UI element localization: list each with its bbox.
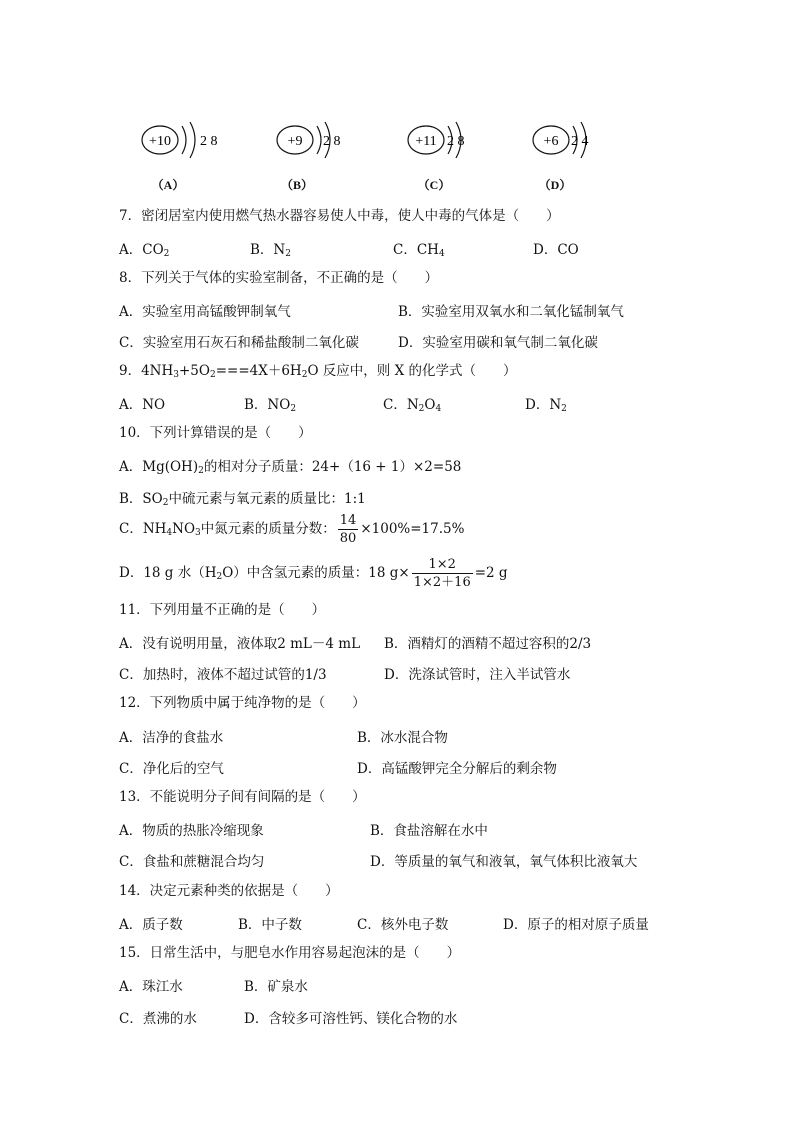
q15-option-a: A．珠江水: [119, 979, 183, 995]
atom-diagram-b-graphic: [265, 118, 375, 178]
q15-option-d: D．含较多可溶性钙、镁化合物的水: [244, 1011, 458, 1027]
atom-label-d: （D）: [538, 178, 572, 192]
atom-diagram-a: [130, 118, 240, 190]
q9-option-c: C．$N_2O_4$: [383, 397, 442, 414]
atom-label-c: （C）: [417, 178, 451, 192]
q9-option-b: B．$NO_2$: [244, 397, 297, 414]
q7-stem: 7．密闭居室内使用燃气热水器容易使人中毒，使人中毒的气体是（ ）: [119, 208, 560, 224]
q8-option-a: A．实验室用高锰酸钾制氧气: [119, 304, 291, 320]
q10-option-a: A．$Mg(OH)_2$的相对分子质量：24+（16 + 1）×2=58: [119, 459, 462, 476]
q14-stem: 14．决定元素种类的依据是（ ）: [119, 883, 339, 899]
q7-option-a: A．$CO_2$: [119, 242, 170, 259]
q8-option-d: D．实验室用碳和氧气制二氧化碳: [398, 335, 598, 351]
atom-diagram-c: [400, 118, 510, 190]
atom-label-b: （B）: [280, 178, 313, 192]
shells-a: 2 8: [200, 134, 218, 149]
q14-option-c: C．核外电子数: [357, 917, 449, 933]
q12-option-a: A．洁净的食盐水: [119, 730, 224, 746]
nucleus-b: +9: [287, 134, 303, 149]
q10-c-fraction: $\frac{14}{80}$: [339, 513, 357, 546]
atom-label-a: （A）: [151, 178, 185, 192]
shells-d: 2 4: [571, 134, 589, 149]
q12-option-c: C．净化后的空气: [119, 761, 224, 777]
q12-stem: 12．下列物质中属于纯净物的是（ ）: [119, 695, 366, 711]
q15-option-c: C．煮沸的水: [119, 1011, 197, 1027]
q10-option-c: C．$NH_4NO_3$中氮元素的质量分数： $\frac{14}{80}$ ×100%=17.5%: [119, 513, 465, 546]
q15-option-b: B．矿泉水: [244, 979, 308, 995]
shells-b: 2 8: [323, 134, 341, 149]
q10-stem: 10．下列计算错误的是（ ）: [119, 425, 312, 441]
q12-option-b: B．冰水混合物: [357, 730, 448, 746]
q9-option-a: A．NO: [119, 397, 166, 413]
q7-option-b: B．$N_2$: [250, 242, 291, 259]
q8-option-c: C．实验室用石灰石和稀盐酸制二氧化碳: [119, 335, 359, 351]
q9-stem: 9．$4NH_3+5O_2===4X+6H_2O$ 反应中，则 X 的化学式（ ）: [119, 363, 517, 380]
nucleus-d: +6: [543, 134, 559, 149]
q8-stem: 8．下列关于气体的实验室制备，不正确的是（ ）: [119, 270, 439, 286]
nucleus-c: +11: [415, 134, 437, 149]
nucleus-a: +10: [149, 134, 171, 149]
q13-option-c: C．食盐和蔗糖混合均匀: [119, 854, 265, 870]
q7-option-c: C．$CH_4$: [393, 242, 445, 259]
q7-option-d: D．CO: [533, 242, 579, 258]
atom-diagram-c-graphic: [400, 118, 510, 178]
q10-option-b: B．$SO_2$中硫元素与氧元素的质量比：1:1: [119, 491, 366, 508]
q11-stem: 11．下列用量不正确的是（ ）: [119, 602, 326, 618]
q11-option-b: B．酒精灯的酒精不超过容积的2/3: [384, 636, 592, 652]
q15-stem: 15．日常生活中，与肥皂水作用容易起泡沫的是（ ）: [119, 945, 461, 961]
q11-option-c: C．加热时，液体不超过试管的1/3: [119, 667, 327, 683]
q11-option-d: D．洗涤试管时，注入半试管水: [384, 667, 571, 683]
atom-structure-diagrams: [130, 118, 650, 198]
q13-option-a: A．物质的热胀冷缩现象: [119, 823, 264, 839]
q10-d-fraction: $\frac{1\times 2}{1\times 2+16}$: [413, 557, 471, 590]
q12-option-d: D．高锰酸钾完全分解后的剩余物: [357, 761, 557, 777]
q14-option-a: A．质子数: [119, 917, 183, 933]
q13-stem: 13．不能说明分子间有间隔的是（ ）: [119, 789, 366, 805]
q14-option-d: D．原子的相对原子质量: [503, 917, 649, 933]
q10-option-d: D．18 g 水$(H_2O)$中含氢元素的质量：18 g× $\frac{1\times 2}{1\times 2+16}$ =2 g: [119, 557, 508, 590]
atom-diagram-d: [525, 118, 635, 190]
atom-diagram-b: [265, 118, 375, 190]
q14-option-b: B．中子数: [238, 917, 302, 933]
atom-diagram-a-graphic: [130, 118, 240, 178]
q11-option-a: A．没有说明用量，液体取2 mL－4 mL: [119, 636, 361, 652]
atom-diagram-d-graphic: [525, 118, 635, 178]
q8-option-b: B．实验室用双氧水和二氧化锰制氧气: [398, 304, 624, 320]
q13-option-b: B．食盐溶解在水中: [370, 823, 488, 839]
q13-option-d: D．等质量的氧气和液氧，氧气体积比液氧大: [370, 854, 638, 870]
shells-c: 2 8: [447, 134, 465, 149]
q9-option-d: D．$N_2$: [525, 397, 567, 414]
